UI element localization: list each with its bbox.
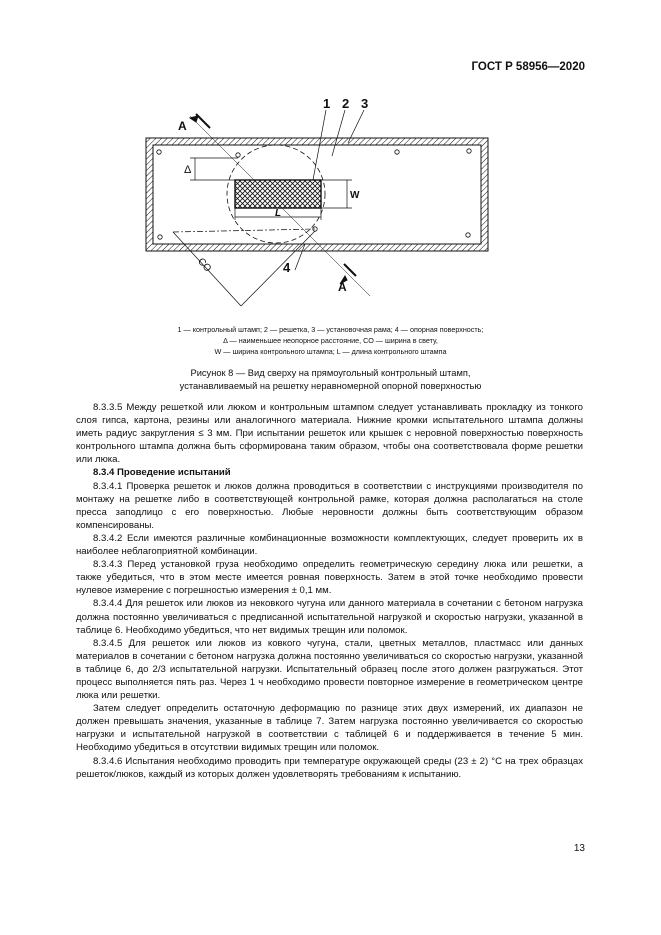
paragraph-8-3-4-4: 8.3.4.4 Для решеток или люков из нековкого чугуна или данного материала в сочетании с бетоном нагрузка должна постоянно увеличиваться с предписанной испытательной нагрузкой и скоростью нагрузки, указанной в таблице 6. Необходимо убедиться, что нет видимых трещин или поломок. bbox=[76, 598, 583, 636]
label-a-top: А bbox=[178, 119, 187, 133]
legend-line: Δ — наименьшее неопорное расстояние, СО — ширина в свету, bbox=[223, 336, 438, 345]
label-a-bottom: А bbox=[338, 280, 347, 294]
legend-line: 1 — контрольный штамп; 2 — решетка, 3 — установочная рама; 4 — опорная поверхность; bbox=[177, 325, 484, 334]
figure-caption bbox=[60, 367, 601, 393]
caption-line: Рисунок 8 — Вид сверху на прямоугольный контрольный штамп, bbox=[190, 368, 471, 378]
paragraph-8-3-3-5: 8.3.3.5 Между решеткой или люком и контрольным штампом следует устанавливать прокладку из тонкого слоя гипса, картона, резины или аналогичного материала. Нижние кромки испытательного штампа должны иметь радиус закругления ≤ 3 мм. При испытании решеток или крышек с неровной поверхностью поверхность контрольного штампа должна быть сформирована таким образом, чтобы она соответствовала форме решетки или люка. bbox=[76, 402, 583, 466]
paragraph-continuation: Затем следует определить остаточную деформацию по разнице этих двух измерений, их диапазон не должен превышать значения, указанные в таблице 7. Затем нагрузка постоянно увеличивается со скоростью нагрузки и испытательной нагрузкой в соответствии с таблицей 6 и поддерживается в течение 5 мин. Необходимо убедиться в отсутствии видимых трещин или поломок. bbox=[76, 703, 583, 754]
label-3: 3 bbox=[361, 96, 369, 111]
label-co: СО bbox=[195, 256, 214, 275]
label-w: W bbox=[350, 190, 360, 201]
paragraph-8-3-4-5: 8.3.4.5 Для решеток или люков из ковкого чугуна, стали, цветных металлов, пластмасс или данных материалов в сочетании с бетоном нагрузка должна постоянно увеличиваться со скоростью нагрузки, указанной в таблице 6, до 2/3 испытательной нагрузки. Испытательный образец после этого должен разгружаться. Этот процесс выполняется пять раз. Через 1 ч необходимо провести повторное измерение в геометрическом центре люка или решетки. bbox=[76, 637, 583, 702]
paragraph-8-3-4-6: 8.3.4.6 Испытания необходимо проводить при температуре окружающей среды (23 ± 2) °С на трех образцах решеток/люков, каждый из которых должен удовлетворять требованиям к испытанию. bbox=[76, 755, 583, 780]
legend-line: W — ширина контрольного штампа; L — длина контрольного штампа bbox=[214, 347, 447, 356]
body-text bbox=[76, 401, 583, 781]
label-l: L bbox=[275, 208, 282, 219]
figure-legend bbox=[60, 324, 601, 357]
caption-line: устанавливаемый на решетку неравномерной опорной поверхностью bbox=[179, 381, 482, 391]
standard-number: ГОСТ Р 58956—2020 bbox=[471, 61, 585, 73]
paragraph-8-3-4-2: 8.3.4.2 Если имеются различные комбинационные возможности комплектующих, следует проверить их в наиболее неблагоприятной комбинации. bbox=[76, 532, 583, 558]
label-1: 1 bbox=[323, 96, 331, 111]
section-heading-8-3-4: 8.3.4 Проведение испытаний bbox=[93, 467, 231, 479]
page-number: 13 bbox=[573, 843, 585, 854]
label-2: 2 bbox=[342, 96, 350, 111]
paragraph-8-3-4-3: 8.3.4.3 Перед установкой груза необходимо определить геометрическую середину люка или решетки, а также убедиться, что в этом месте имеется ровная поверхность. Затем в этой точке необходимо провести нулевое измерение с погрешностью измерения ± 0,1 мм. bbox=[76, 559, 583, 597]
figure-8-diagram bbox=[130, 96, 510, 311]
paragraph-8-3-4-1: 8.3.4.1 Проверка решеток и люков должна проводиться в соответствии с инструкциями производителя по монтажу на решетке либо в соответствующей контрольной рамке, которая должна располагаться на столе пресса заподлицо с его поверхностью. Любые неровности должны быть соответствующим образом компенсированы. bbox=[76, 480, 583, 531]
label-4: 4 bbox=[283, 260, 291, 275]
label-delta: Δ bbox=[184, 164, 192, 176]
